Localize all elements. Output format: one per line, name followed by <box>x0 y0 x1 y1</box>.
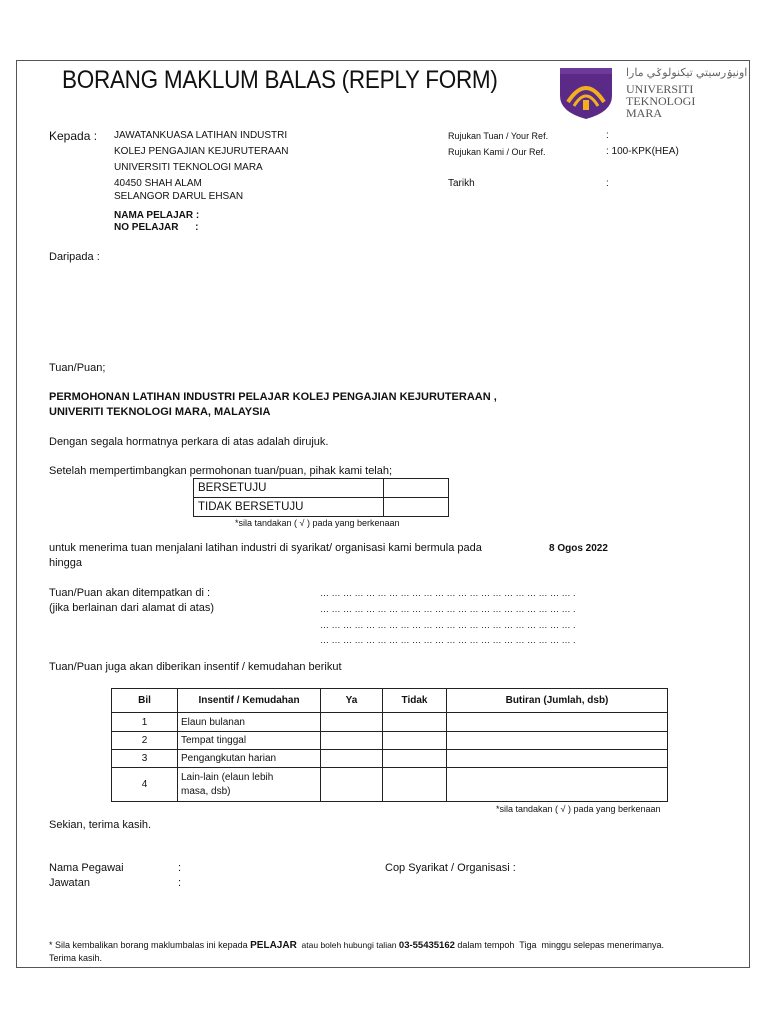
row-bil: 1 <box>112 713 178 732</box>
nama-pelajar-label: NAMA PELAJAR : <box>114 210 200 221</box>
table-row <box>112 713 668 732</box>
address-blank-3[interactable]: … … … … … … … … … … … … … … … … … … … … … … . <box>320 620 576 630</box>
approval-row <box>194 498 449 517</box>
logo-line2: TEKNOLOGI <box>626 94 696 108</box>
address-blank-2[interactable]: … … … … … … … … … … … … … … … … … … … … … … . <box>320 604 576 614</box>
footer-note <box>49 940 664 951</box>
row-butiran-cell[interactable] <box>447 768 668 802</box>
placement-note: (jika berlainan dari alamat di atas) <box>49 602 215 614</box>
approval-table <box>193 478 449 517</box>
closing: Sekian, terima kasih. <box>49 819 152 831</box>
address-line-1: JAWATANKUASA LATIHAN INDUSTRI <box>114 130 288 141</box>
jawatan-colon: : <box>178 877 182 889</box>
logo-line1: UNIVERSITI <box>626 82 694 96</box>
our-ref-value: : 100-KPK(HEA) <box>606 146 679 157</box>
tidak-bersetuju-tick-box[interactable] <box>384 498 449 517</box>
incentive-table <box>111 688 668 802</box>
row-bil: 4 <box>112 768 178 802</box>
table-row <box>112 768 668 802</box>
col-butiran: Butiran (Jumlah, dsb) <box>447 689 668 713</box>
kepada-label: Kepada : <box>49 129 98 143</box>
col-bil: Bil <box>112 689 178 713</box>
row-tidak-cell[interactable] <box>383 713 447 732</box>
nama-pegawai-colon: : <box>178 862 182 874</box>
footer-a: * Sila kembalikan borang maklumbalas ini kepada <box>49 940 251 950</box>
paragraph-3: untuk menerima tuan menjalani latihan industri di syarikat/ organisasi kami bermula pada <box>49 542 482 554</box>
address-line-2: KOLEJ PENGAJIAN KEJURUTERAAN <box>114 146 289 157</box>
row-item-line2: masa, dsb) <box>181 785 231 797</box>
subject-line-2: UNIVERITI TEKNOLOGI MARA, MALAYSIA <box>49 406 271 418</box>
address-blank-1[interactable]: … … … … … … … … … … … … … … … … … … … … … … . <box>320 588 576 598</box>
table-row <box>112 732 668 750</box>
row-ya-cell[interactable] <box>321 768 383 802</box>
paragraph-2: Setelah mempertimbangkan permohonan tuan/puan, pihak kami telah; <box>49 465 393 477</box>
start-date: 8 Ogos 2022 <box>549 543 608 554</box>
row-butiran-cell[interactable] <box>447 750 668 768</box>
row-butiran-cell[interactable] <box>447 732 668 750</box>
row-ya-cell[interactable] <box>321 750 383 768</box>
row-butiran-cell[interactable] <box>447 713 668 732</box>
row-item: Elaun bulanan <box>178 713 321 732</box>
row-ya-cell[interactable] <box>321 732 383 750</box>
bersetuju-tick-box[interactable] <box>384 479 449 498</box>
approval-row <box>194 479 449 498</box>
row-tidak-cell[interactable] <box>383 750 447 768</box>
address-line-4: 40450 SHAH ALAM <box>114 178 202 189</box>
row-item: Tempat tinggal <box>178 732 321 750</box>
date-label: Tarikh <box>448 178 475 189</box>
row-item-line1: Lain-lain (elaun lebih <box>181 771 274 783</box>
logo-line3: MARA <box>626 106 663 120</box>
row-item <box>178 768 321 802</box>
row-bil: 2 <box>112 732 178 750</box>
nama-pegawai-label: Nama Pegawai <box>49 862 124 874</box>
footer-e: dalam tempoh Tiga minggu selepas menerimanya. <box>454 940 665 950</box>
col-tidak: Tidak <box>383 689 447 713</box>
incentive-intro: Tuan/Puan juga akan diberikan insentif / kemudahan berikut <box>49 661 342 673</box>
tick-note-2: *sila tandakan ( √ ) pada yang berkenaan <box>496 804 661 814</box>
your-ref-label: Rujukan Tuan / Your Ref. <box>448 131 549 141</box>
address-line-5: SELANGOR DARUL EHSAN <box>114 191 244 202</box>
cop-label: Cop Syarikat / Organisasi : <box>385 862 516 874</box>
uitm-logo <box>556 66 748 120</box>
uitm-crest-icon <box>556 66 616 120</box>
bersetuju-label: BERSETUJU <box>194 479 384 498</box>
hingga-label: hingga <box>49 557 83 569</box>
incentive-header-row <box>112 689 668 713</box>
row-tidak-cell[interactable] <box>383 768 447 802</box>
no-pelajar-label: NO PELAJAR : <box>114 222 199 233</box>
salutation: Tuan/Puan; <box>49 362 106 374</box>
date-value: : <box>606 178 609 189</box>
table-row <box>112 750 668 768</box>
paragraph-1: Dengan segala hormatnya perkara di atas adalah dirujuk. <box>49 436 329 448</box>
col-ya: Ya <box>321 689 383 713</box>
row-ya-cell[interactable] <box>321 713 383 732</box>
row-item: Pengangkutan harian <box>178 750 321 768</box>
address-line-3: UNIVERSITI TEKNOLOGI MARA <box>114 162 263 173</box>
subject-line-1: PERMOHONAN LATIHAN INDUSTRI PELAJAR KOLEJ PENGAJIAN KEJURUTERAAN , <box>49 391 497 403</box>
row-bil: 3 <box>112 750 178 768</box>
placement-label: Tuan/Puan akan ditempatkan di : <box>49 587 211 599</box>
footer-pelajar: PELAJAR <box>250 940 297 951</box>
row-tidak-cell[interactable] <box>383 732 447 750</box>
address-blank-4[interactable]: … … … … … … … … … … … … … … … … … … … … … … . <box>320 635 576 645</box>
tick-note: *sila tandakan ( √ ) pada yang berkenaan <box>235 518 400 528</box>
footer-thanks: Terima kasih. <box>49 953 103 963</box>
arabic-name: اونيۏرسيتي تيکنولوݢي مارا <box>626 67 748 79</box>
your-ref-value: : <box>606 130 609 141</box>
tidak-bersetuju-label: TIDAK BERSETUJU <box>194 498 384 517</box>
footer-c: atau boleh hubungi talian <box>296 940 399 950</box>
footer-phone: 03-55435162 <box>398 940 455 951</box>
daripada-label: Daripada : <box>49 251 100 263</box>
form-title: BORANG MAKLUM BALAS (REPLY FORM) <box>62 66 498 94</box>
jawatan-label: Jawatan <box>49 877 90 889</box>
our-ref-label: Rujukan Kami / Our Ref. <box>448 147 546 157</box>
col-insentif: Insentif / Kemudahan <box>178 689 321 713</box>
